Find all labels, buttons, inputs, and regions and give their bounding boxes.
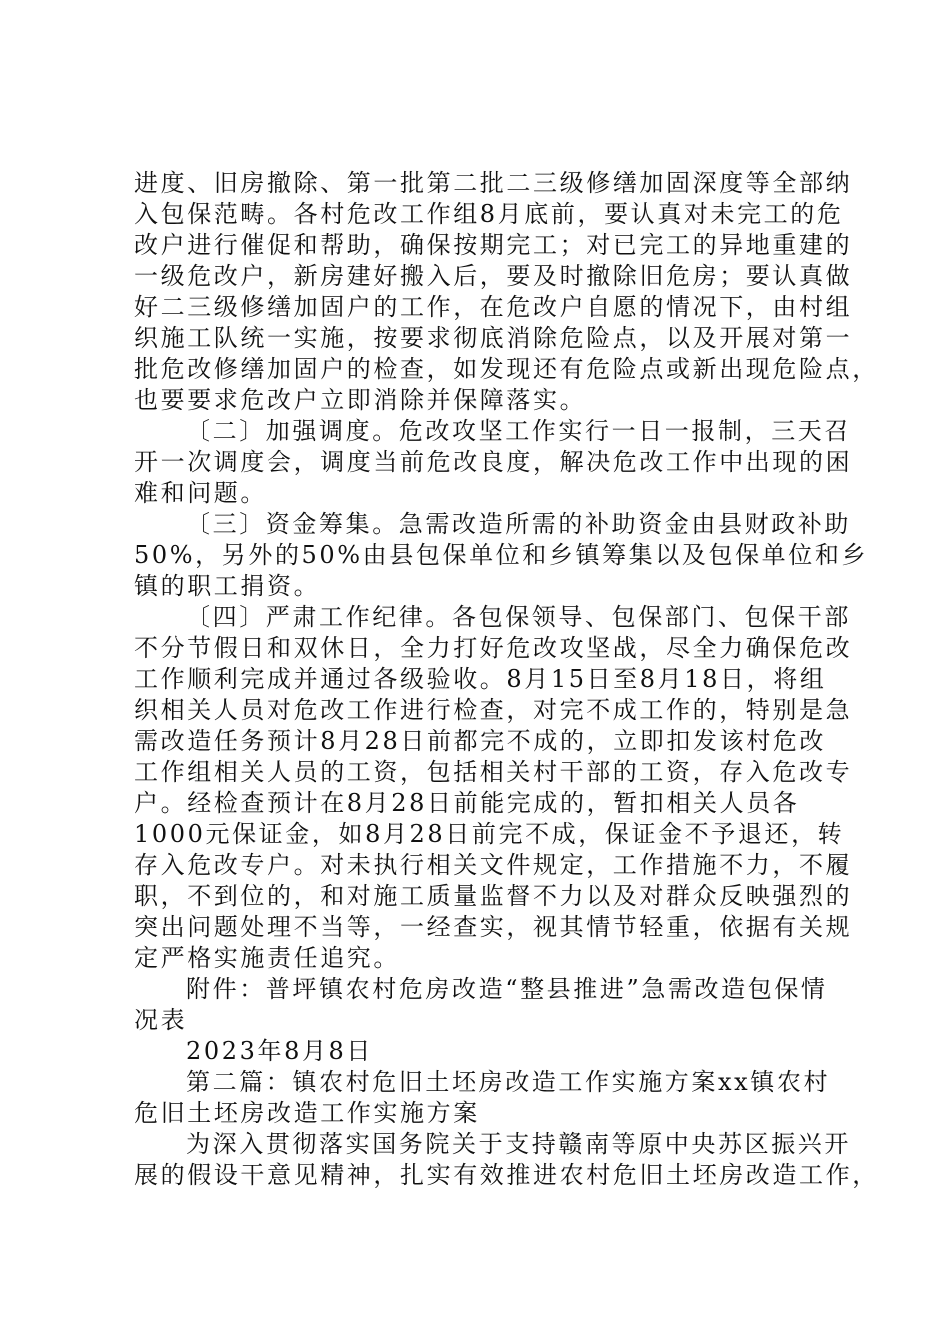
- text-line: 存入危改专户。对未执行相关文件规定，工作措施不力，不履: [134, 851, 853, 879]
- text-line: 入包保范畴。各村危改工作组8月底前，要认真对未完工的危: [134, 200, 844, 228]
- chapter-title-line: 第二篇：镇农村危旧土坯房改造工作实施方案xx镇农村: [186, 1068, 831, 1096]
- text-line: 工作顺利完成并通过各级验收。8月15日至8月18日，将组: [134, 665, 827, 693]
- text-line: 工作组相关人员的工资，包括相关村干部的工资，存入危改专: [134, 758, 853, 786]
- section-heading-line: 〔三〕资金筹集。急需改造所需的补助资金由县财政补助: [186, 510, 851, 538]
- date-line: 2023年8月8日: [186, 1037, 374, 1065]
- text-line: 为深入贯彻落实国务院关于支持赣南等原中央苏区振兴开: [186, 1130, 851, 1158]
- text-line: 况表: [134, 1006, 188, 1034]
- text-line: 改户进行催促和帮助，确保按期完工；对已完工的异地重建的: [134, 231, 853, 259]
- text-line: 1000元保证金，如8月28日前完不成，保证金不予退还，转: [134, 820, 845, 848]
- text-line: 一级危改户，新房建好搬入后，要及时撤除旧危房；要认真做: [134, 262, 853, 290]
- text-line: 织相关人员对危改工作进行检查，对完不成工作的，特别是急: [134, 696, 853, 724]
- text-line: 难和问题。: [134, 479, 267, 507]
- section-heading-line: 〔四〕严肃工作纪律。各包保领导、包保部门、包保干部: [186, 603, 851, 631]
- text-line: 定严格实施责任追究。: [134, 944, 400, 972]
- text-line: 也要要求危改户立即消除并保障落实。: [134, 386, 587, 414]
- text-line: 不分节假日和双休日，全力打好危改攻坚战，尽全力确保危改: [134, 634, 853, 662]
- document-page: [134, 168, 879, 1191]
- section-heading-line: 〔二〕加强调度。危改攻坚工作实行一日一报制，三天召: [186, 417, 851, 445]
- text-line: 50%，另外的50%由县包保单位和乡镇筹集以及包保单位和乡: [134, 541, 869, 569]
- text-line: 开一次调度会，调度当前危改良度，解决危改工作中出现的困: [134, 448, 853, 476]
- text-line: 突出问题处理不当等，一经查实，视其情节轻重，依据有关规: [134, 913, 853, 941]
- text-line: 展的假设干意见精神，扎实有效推进农村危旧土坯房改造工作，: [134, 1161, 879, 1189]
- text-line: 好二三级修缮加固户的工作，在危改户自愿的情况下，由村组: [134, 293, 853, 321]
- text-line: 镇的职工捐资。: [134, 572, 321, 600]
- text-line: 批危改修缮加固户的检查，如发现还有危险点或新出现危险点，: [134, 355, 879, 383]
- text-line: 户。经检查预计在8月28日前能完成的，暂扣相关人员各: [134, 789, 800, 817]
- text-line: 织施工队统一实施，按要求彻底消除危险点，以及开展对第一: [134, 324, 853, 352]
- text-line: 危旧土坯房改造工作实施方案: [134, 1099, 480, 1127]
- text-line: 进度、旧房撤除、第一批第二批二三级修缮加固深度等全部纳: [134, 169, 853, 197]
- attachment-line: 附件：普坪镇农村危房改造“整县推进”急需改造包保情: [186, 975, 828, 1003]
- text-line: 职，不到位的，和对施工质量监督不力以及对群众反映强烈的: [134, 882, 853, 910]
- text-line: 需改造任务预计8月28日前都完不成的，立即扣发该村危改: [134, 727, 827, 755]
